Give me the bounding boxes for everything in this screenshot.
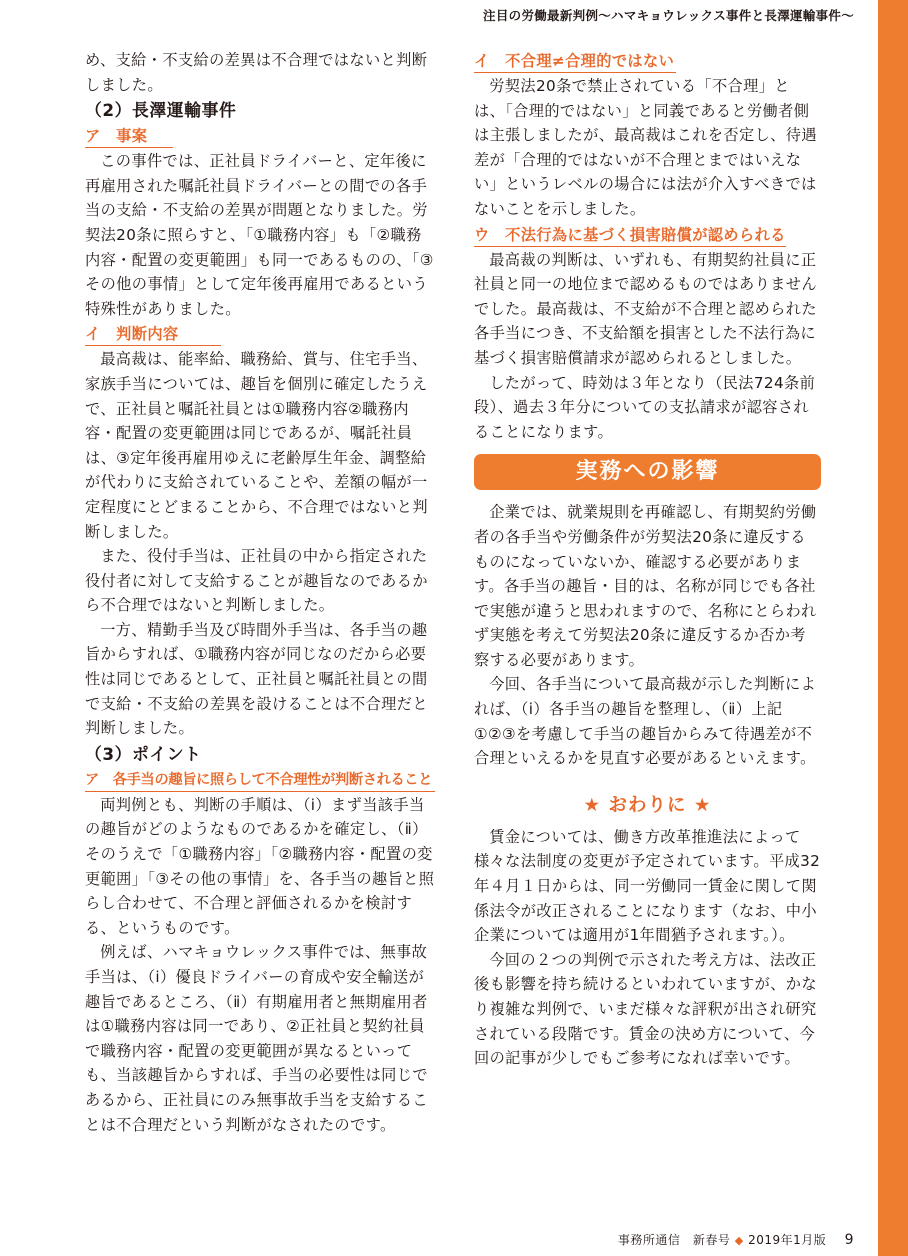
paragraph: 最高裁は、能率給、職務給、賞与、住宅手当、家族手当については、趣旨を個別に確定したうえで、正社員と嘱託社員とは①職務内容②職務内容・配置の変更範囲は同じであるが、嘱託社員は、③定年後再雇用ゆえに老齢厚生年金、調整給が代わりに支給されていることや、差額の幅が一定程度にとどまることから、不合理ではないと判断しました。 (85, 350, 428, 541)
orange-side-bar (878, 0, 908, 1256)
section-heading-points: （3）ポイント (85, 743, 202, 764)
paragraph-continuation: め、支給・不支給の差異は不合理ではないと判断しました。 (85, 51, 428, 94)
paragraph: 労契法20条で禁止されている「不合理」とは、「合理的ではない」と同義であると労働者側は主張しましたが、最高裁はこれを否定し、待遇差が「合理的ではないが不合理とまではいえない」というレベルの場合には法が介入すべきではないことを示しました。 (474, 77, 817, 218)
paragraph: この事件では、正社員ドライバーと、定年後に再雇用された嘱託社員ドライバーとの間での各手当の支給・不支給の差異が問題となりました。労契法20条に照らすと、「①職務内容」も「②職務内容・配置の変更範囲」も同一であるものの、「③その他の事情」として定年後再雇用であるという特殊性がありました。 (85, 152, 434, 318)
running-header: 注目の労働最新判例〜ハマキョウレックス事件と長澤運輸事件〜 (483, 8, 854, 23)
paragraph: 最高裁の判断は、いずれも、有期契約社員に正社員と同一の地位まで認めるものではありませんでした。最高裁は、不支給が不合理と認められた各手当につき、不支給額を損害とした不法行為に基づく損害賠償請求が認められるとしました。 (474, 250, 817, 367)
subheading-not-unreasonable: イ 不合理≠合理的ではない (474, 50, 676, 73)
paragraph: 今回の２つの判例で示された考え方は、法改正後も影響を持ち続けるといわれていますが、かなり複雑な判例で、いまだ様々な評釈が出され研究されている段階です。賃金の決め方について、今回の記事が少しでもご参考になれば幸いです。 (474, 950, 817, 1068)
section-heading-nagasawa: （2）長澤運輸事件 (85, 100, 237, 121)
right-column (474, 48, 821, 1071)
subheading-facts: ア 事案 (85, 125, 173, 148)
page-number: 9 (844, 1232, 854, 1248)
left-column (85, 48, 435, 1137)
closing-heading: ★ おわりに ★ (583, 794, 712, 816)
footer-publication: 事務所通信 新春号 (617, 1233, 731, 1247)
subheading-damages: ウ 不法行為に基づく損害賠償が認められる (474, 224, 786, 247)
subheading-allowance-purpose: ア 各手当の趣旨に照らして不合理性が判断されること (85, 769, 435, 792)
paragraph: また、役付手当は、正社員の中から指定された役付者に対して支給することが趣旨なのであるから不合理ではないと判断しました。 (85, 547, 428, 615)
paragraph: 両判例とも、判断の手順は、（ⅰ）まず当該手当の趣旨がどのようなものであるかを確定し、（ⅱ）そのうえで「①職務内容」「②職務内容・配置の変更範囲」「③その他の事情」を、各手当の趣旨と照らし合わせて、不合理と評価されるかを検討する、というものです。 (85, 795, 435, 937)
paragraph: 賃金については、働き方改革推進法によって様々な法制度の変更が予定されています。平成32年４月１日からは、同一労働同一賃金に関して関係法令が改正されることになります（なお、中小企業については適用が1年間猶予されます。）。 (474, 827, 821, 945)
paragraph: 一方、精勤手当及び時間外手当は、各手当の趣旨からすれば、①職務内容が同じなのだから必要性は同じであるとして、正社員と嘱託社員との間で支給・不支給の差異を設けることは不合理だと判断しました。 (85, 620, 428, 738)
page-footer (618, 1231, 854, 1248)
paragraph: 例えば、ハマキョウレックス事件では、無事故手当は、（ⅰ）優良ドライバーの育成や安全輸送が趣旨であるところ、（ⅱ）有期雇用者と無期雇用者は①職務内容は同一であり、②正社員と契約社員で職務内容・配置の変更範囲が異なるといっても、当該趣旨からすれば、手当の必要性は同じであるから、正社員にのみ無事故手当を支給することは不合理だという判断がなされたのです。 (85, 943, 428, 1134)
footer-date: 2019年1月版 (748, 1233, 827, 1247)
paragraph: したがって、時効は３年となり（民法724条前段）、過去３年分についての支払請求が認容されることになります。 (474, 373, 816, 441)
paragraph: 企業では、就業規則を再確認し、有期契約労働者の各手当や労働条件が労契法20条に違反するものになっていないか、確認する必要があります。各手当の趣旨・目的は、名称が同じでも各社で実態が違うと思われますので、名称にとらわれず実態を考えて労契法20条に違反するか否か考察する必要があります。 (474, 503, 817, 669)
subheading-judgment: イ 判断内容 (85, 323, 221, 346)
section-band-practical-impact: 実務への影響 (474, 454, 821, 490)
paragraph: 今回、各手当について最高裁が示した判断によれば、（ⅰ）各手当の趣旨を整理し、（ⅱ）上記①②③を考慮して手当の趣旨からみて待遇差が不合理といえるかを見直す必要があるといえます。 (474, 675, 817, 768)
diamond-icon: ◆ (734, 1234, 744, 1247)
